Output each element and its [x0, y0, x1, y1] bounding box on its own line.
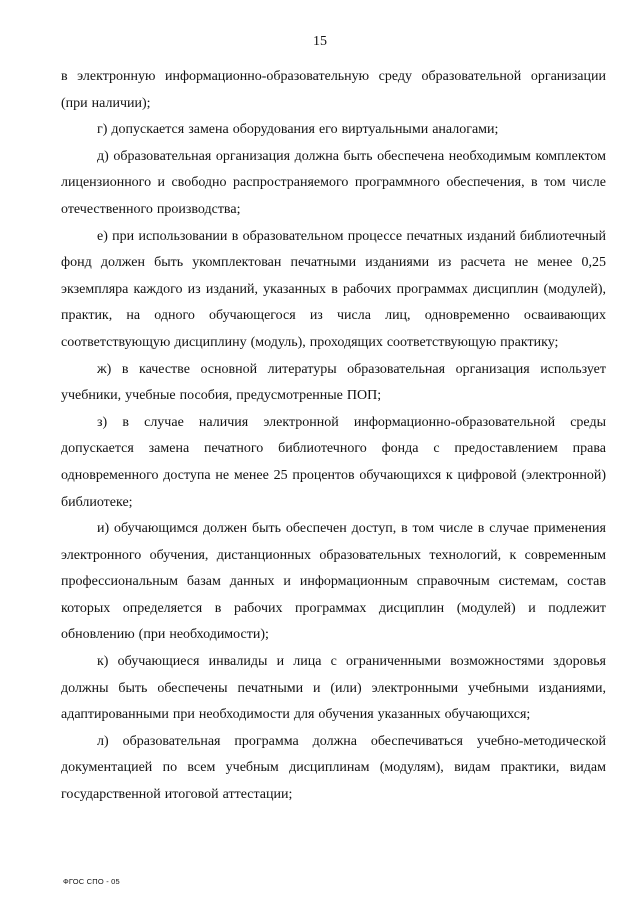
- paragraph-item-i: и) обучающимся должен быть обеспечен доступ, в том числе в случае применения электронного обучения, дистанционных образовательных технологий, к современным профессиональным базам данных и информационным справочным системам, состав которых определяется в рабочих программах дисциплин (модулей) и подлежит обновлению (при необходимости);: [61, 521, 606, 643]
- paragraph-item-l: л) образовательная программа должна обеспечиваться учебно-методической документацией по всем учебным дисциплинам (модулям), видам практики, видам государственной итоговой аттестации;: [61, 733, 606, 803]
- page-number: 15: [313, 34, 327, 49]
- footer-label: ФГОС СПО - 05: [63, 877, 120, 886]
- paragraph-item-z: з) в случае наличия электронной информационно-образовательной среды допускается замена печатного библиотечного фонда с предоставлением права одновременного доступа не менее 25 процентов обучающихся к цифровой (электронной) библиотеке;: [61, 414, 606, 510]
- paragraph-item-e: е) при использовании в образовательном процессе печатных изданий библиотечный фонд должен быть укомплектован печатными изданиями из расчета не менее 0,25 экземпляра каждого из изданий, указанных в рабочих программах дисциплин (модулей), практик, на одного обучающегося из числа лиц, одновременно осваивающих соответствующую дисциплину (модуль), проходящих соответствующую практику;: [61, 228, 606, 350]
- paragraph-item-g: г) допускается замена оборудования его виртуальными аналогами;: [97, 122, 499, 138]
- paragraph-item-k: к) обучающиеся инвалиды и лица с ограниченными возможностями здоровья должны быть обеспечены печатными и (или) электронными учебными изданиями, адаптированными при необходимости для обучения указанных обучающихся;: [61, 654, 606, 723]
- paragraph-item-d: д) образовательная организация должна быть обеспечена необходимым комплектом лицензионного и свободно распространяемого программного обеспечения, в том числе отечественного производства;: [61, 148, 606, 217]
- paragraph-item-zh: ж) в качестве основной литературы образовательная организация использует учебники, учебные пособия, предусмотренные ПОП;: [61, 361, 606, 404]
- body-text: [61, 64, 606, 809]
- paragraph-continuation: в электронную информационно-образовательную среду образовательной организации (при наличии);: [61, 69, 606, 111]
